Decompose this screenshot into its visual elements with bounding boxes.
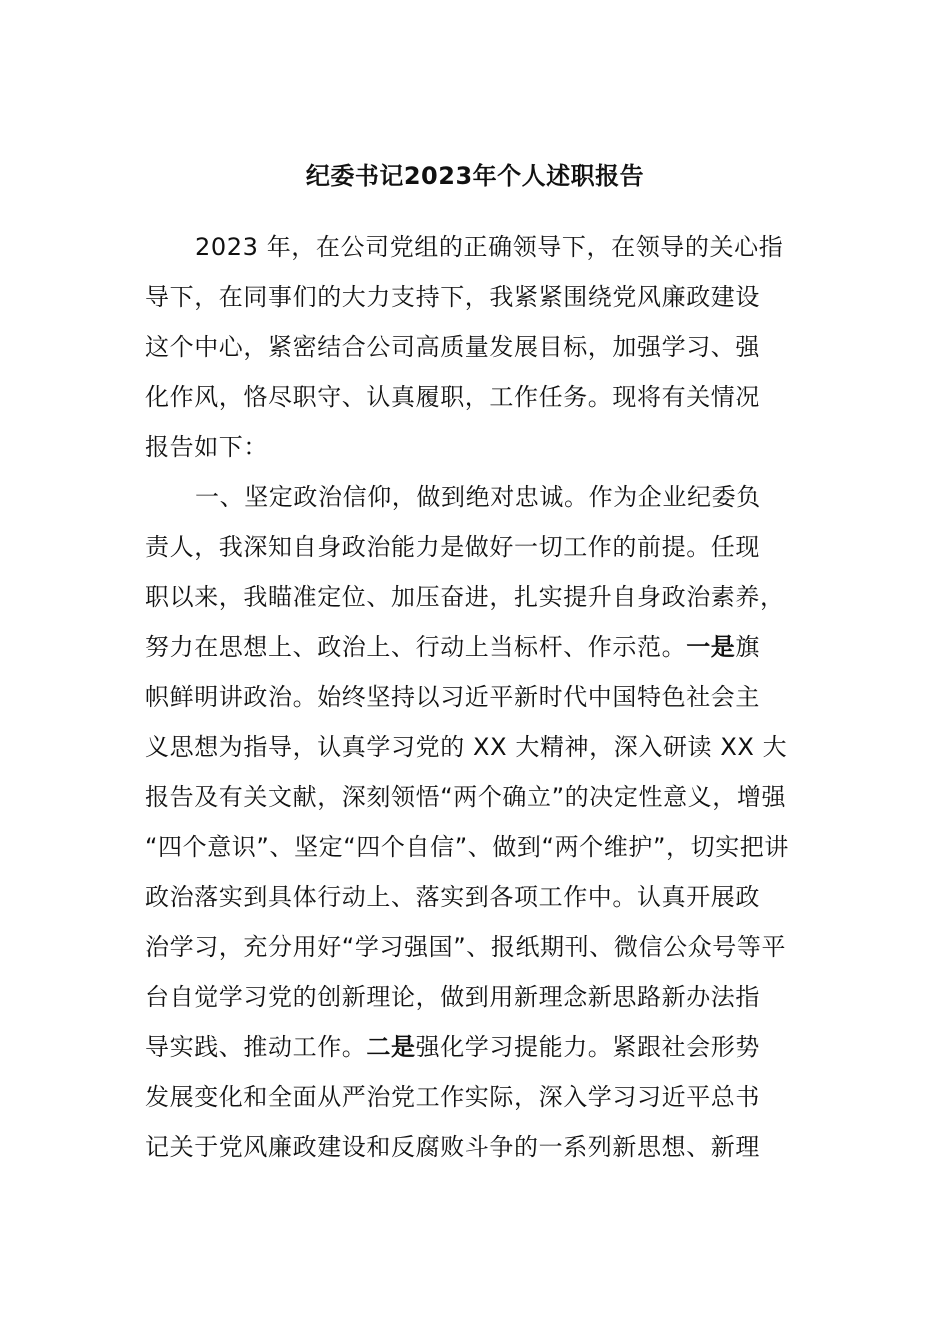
paragraph-line: 报告及有关文献，深刻领悟“两个确立”的决定性意义，增强 — [145, 783, 787, 811]
line-text: 导实践、推动工作。 — [145, 1033, 367, 1061]
paragraph-line: 帜鲜明讲政治。始终坚持以习近平新时代中国特色社会主 — [145, 683, 760, 711]
paragraph-line: 导下，在同事们的大力支持下，我紧紧围绕党风廉政建设 — [145, 283, 760, 311]
paragraph-line: 责人，我深知自身政治能力是做好一切工作的前提。任现 — [145, 533, 760, 561]
paragraph-line: 台自觉学习党的创新理论，做到用新理念新思路新办法指 — [145, 983, 760, 1011]
paragraph-line: 一、坚定政治信仰，做到绝对忠诚。作为企业纪委负 — [195, 483, 761, 511]
paragraph-line: 这个中心，紧密结合公司高质量发展目标，加强学习、强 — [145, 333, 760, 361]
paragraph-line — [145, 1029, 760, 1065]
paragraph-line: 记关于党风廉政建设和反腐败斗争的一系列新思想、新理 — [145, 1133, 760, 1161]
paragraph-line: 义思想为指导，认真学习党的 XX 大精神，深入研读 XX 大 — [145, 733, 788, 761]
paragraph-line: 发展变化和全面从严治党工作实际，深入学习习近平总书 — [145, 1083, 760, 1111]
paragraph-line: 治学习，充分用好“学习强国”、报纸期刊、微信公众号等平 — [145, 933, 787, 961]
document-title: 纪委书记2023年个人述职报告 — [305, 162, 645, 190]
line-text: 旗 — [735, 633, 761, 661]
paragraph-line — [145, 629, 760, 665]
paragraph-line: 政治落实到具体行动上、落实到各项工作中。认真开展政 — [145, 883, 760, 911]
paragraph-line: 职以来，我瞄准定位、加压奋进，扎实提升自身政治素养， — [145, 583, 785, 611]
emphasis-text: 一是 — [686, 633, 736, 661]
line-text: 努力在思想上、政治上、行动上当标杆、作示范。 — [145, 633, 687, 661]
paragraph-line: 报告如下： — [145, 433, 268, 461]
paragraph-line: 化作风，恪尽职守、认真履职，工作任务。现将有关情况 — [145, 383, 760, 411]
paragraph-line: 2023 年，在公司党组的正确领导下，在领导的关心指 — [195, 233, 784, 261]
line-text: 强化学习提能力。紧跟社会形势 — [415, 1033, 761, 1061]
paragraph-line: “四个意识”、坚定“四个自信”、做到“两个维护”，切实把讲 — [145, 833, 789, 861]
emphasis-text: 二是 — [366, 1033, 416, 1061]
